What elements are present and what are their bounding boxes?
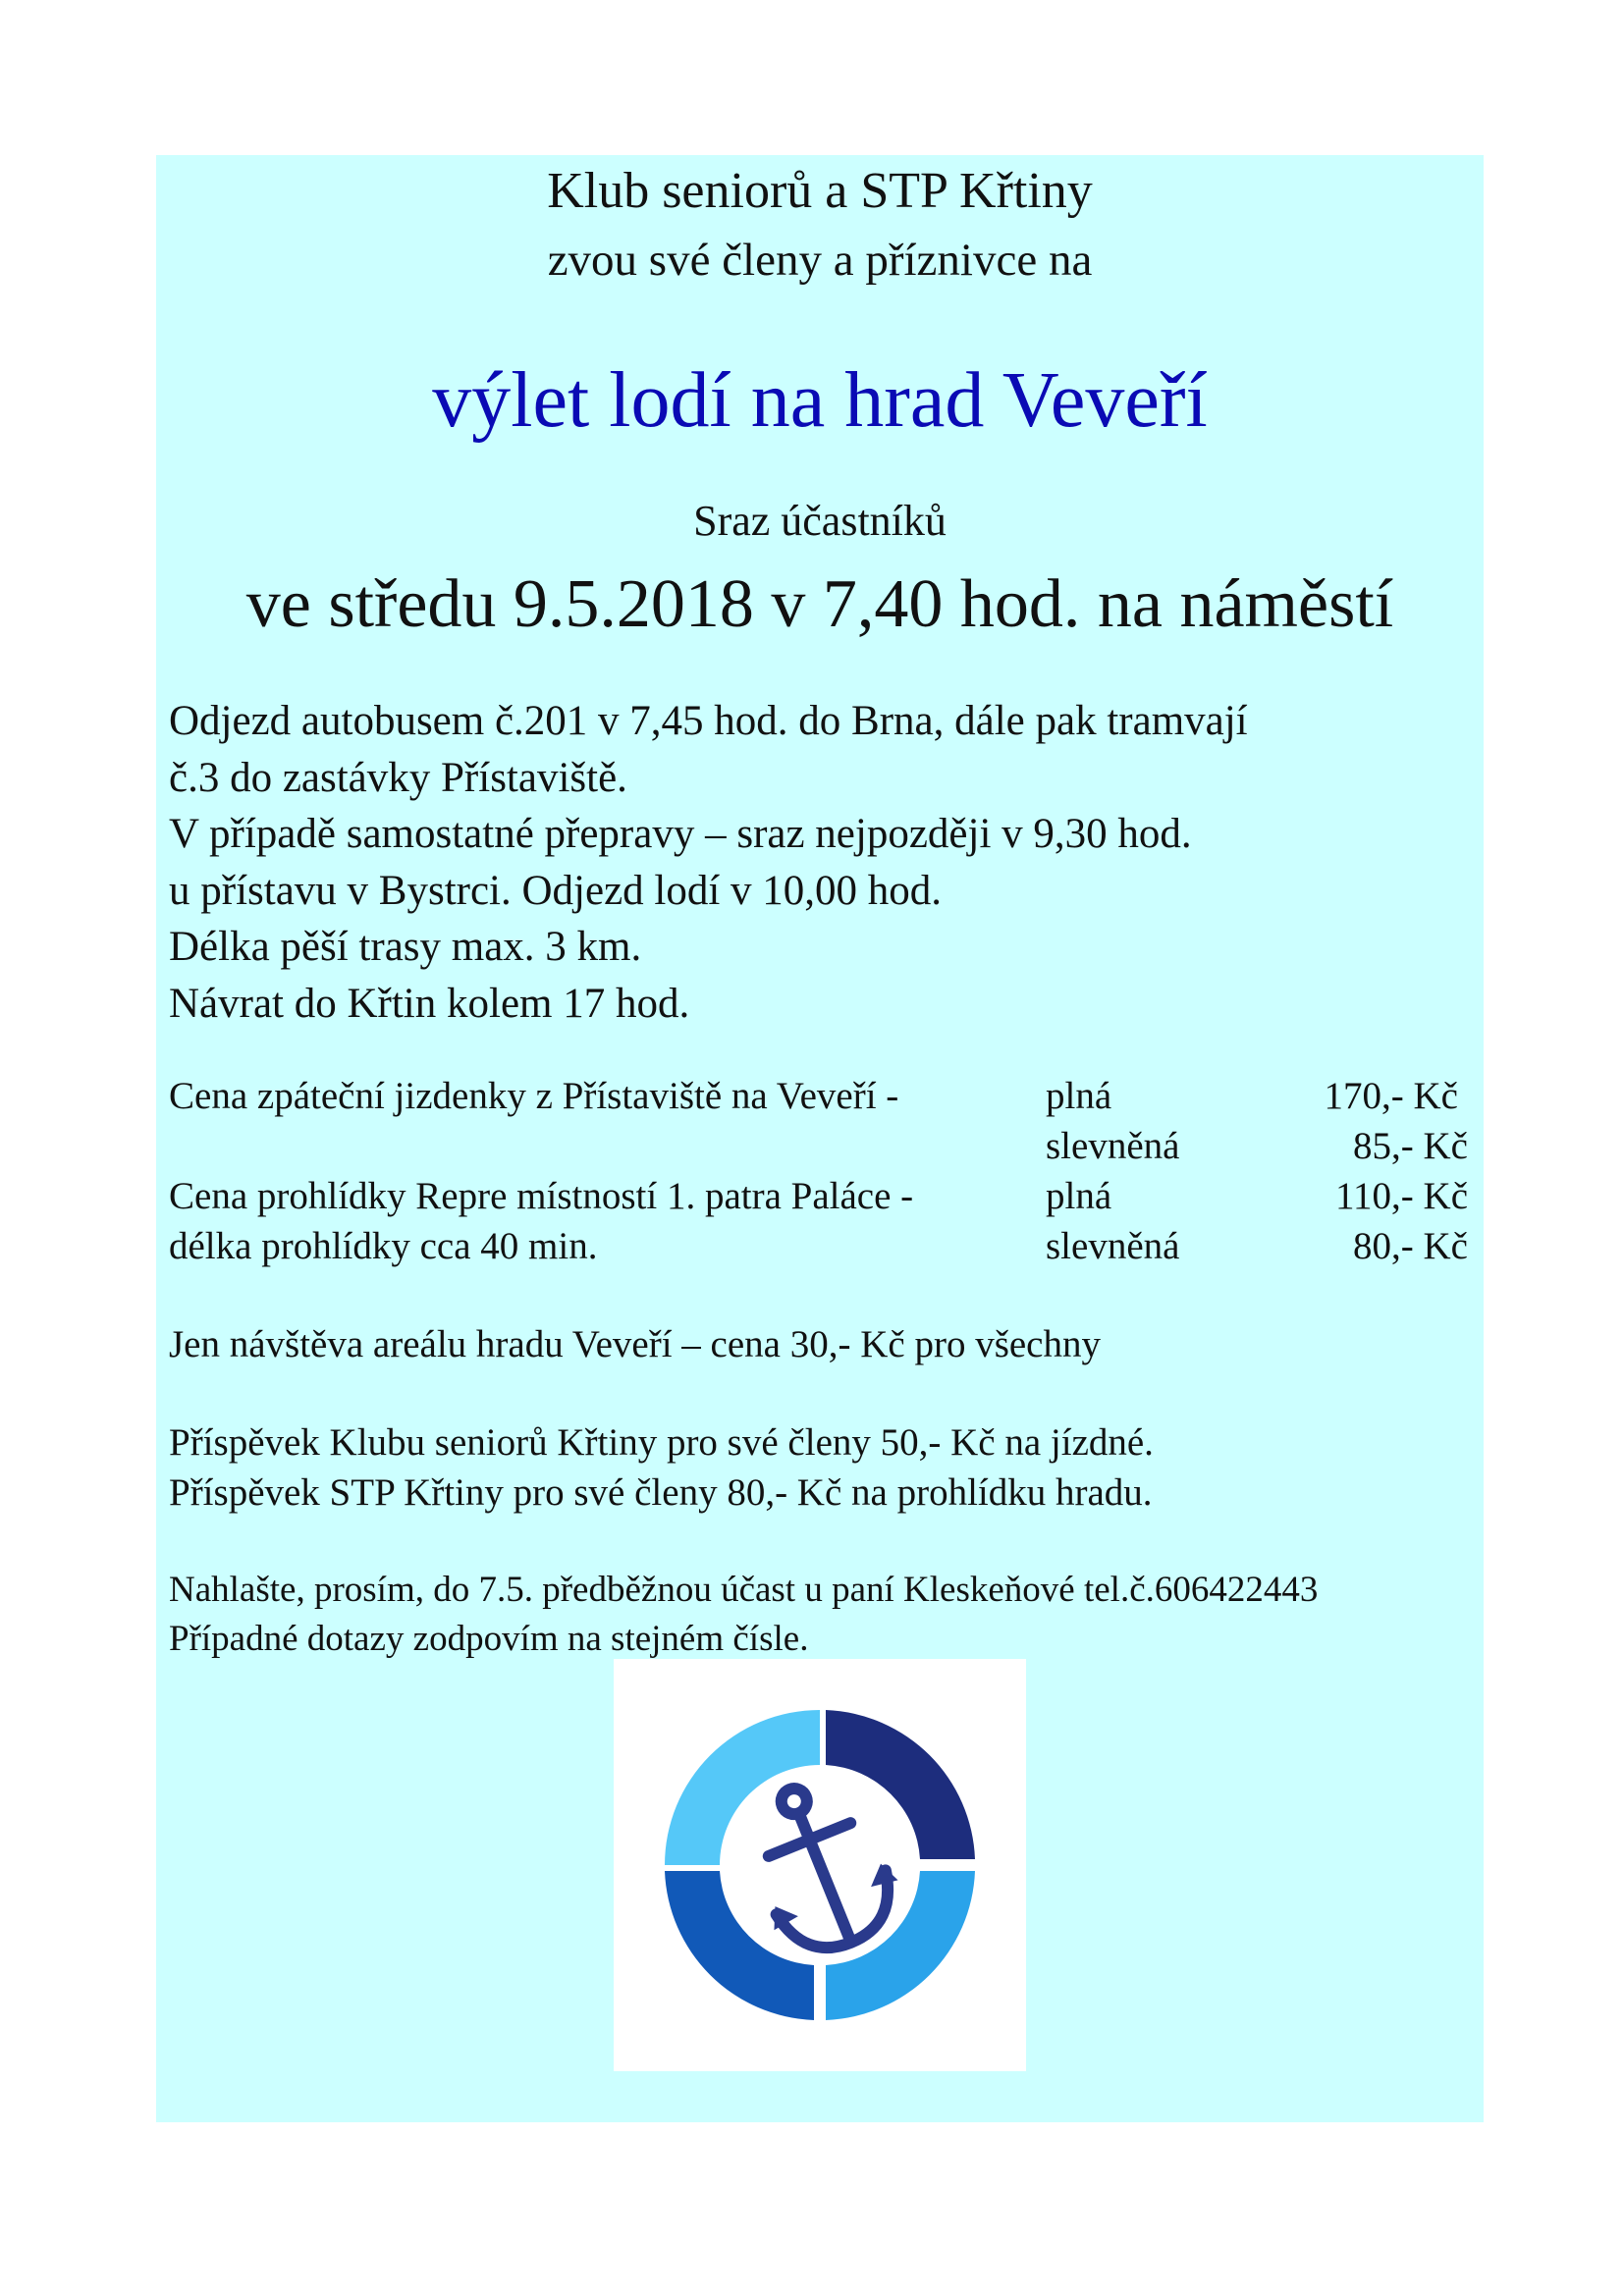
club-name: Klub seniorů a STP Křtiny (547, 163, 1093, 219)
detail-line: Odjezd autobusem č.201 v 7,45 hod. do Brna, dále pak tramvají (169, 698, 1248, 744)
price-amount: 80,- Kč (1353, 1225, 1468, 1267)
logo (614, 1659, 1026, 2071)
meeting-date: ve středu 9.5.2018 v 7,40 hod. na náměstí (245, 566, 1394, 642)
notice-line: Nahlašte, prosím, do 7.5. předběžnou účast u paní Kleskeňové tel.č.606422443 (169, 1570, 1319, 1610)
price-kind: plná (1046, 1075, 1112, 1117)
price-kind: plná (1046, 1175, 1112, 1217)
trip-details (169, 693, 1248, 1033)
detail-line: Délka pěší trasy max. 3 km. (169, 924, 642, 971)
contribution-line: Příspěvek STP Křtiny pro své členy 80,- Kč na prohlídku hradu. (169, 1471, 1153, 1514)
price-amount: 85,- Kč (1353, 1125, 1468, 1167)
price-row (169, 1174, 1468, 1224)
price-description: Cena zpáteční jizdenky z Přístaviště na Veveří - (169, 1075, 899, 1117)
invitation-panel (156, 155, 1484, 2122)
price-kind: slevněná (1046, 1225, 1180, 1267)
detail-line: V případě samostatné přepravy – sraz nejpozději v 9,30 hod. (169, 811, 1192, 858)
price-description: Cena prohlídky Repre místností 1. patra Paláce - (169, 1175, 914, 1217)
price-kind: slevněná (1046, 1125, 1180, 1167)
price-description: délka prohlídky cca 40 min. (169, 1225, 598, 1267)
price-row (169, 1124, 1468, 1174)
price-list (169, 1074, 1468, 1274)
detail-line: u přístavu v Bystrci. Odjezd lodí v 10,00 hod. (169, 867, 943, 914)
price-row (169, 1224, 1468, 1274)
registration-notice (169, 1566, 1318, 1664)
contribution-line: Příspěvek Klubu seniorů Křtiny pro své členy 50,- Kč na jízdné. (169, 1421, 1154, 1464)
meeting-label: Sraz účastníků (693, 497, 947, 545)
detail-line: č.3 do zastávky Přístaviště. (169, 754, 627, 801)
ring-segment-top-right (826, 1710, 975, 1859)
ring-segment-bottom-left (665, 1871, 814, 2020)
price-amount: 170,- Kč (1324, 1075, 1458, 1117)
detail-line: Návrat do Křtin kolem 17 hod. (169, 980, 690, 1027)
contributions (169, 1417, 1154, 1518)
anchor-lifebuoy-icon (614, 1659, 1026, 2071)
notice-line: Případné dotazy zodpovím na stejném čísle. (169, 1619, 809, 1659)
price-row (169, 1074, 1468, 1124)
trip-title: výlet lodí na hrad Veveří (432, 357, 1208, 444)
visit-only-price: Jen návštěva areálu hradu Veveří – cena 30,- Kč pro všechny (169, 1323, 1101, 1365)
invite-line: zvou své členy a příznivce na (547, 235, 1093, 286)
price-amount: 110,- Kč (1334, 1175, 1468, 1217)
